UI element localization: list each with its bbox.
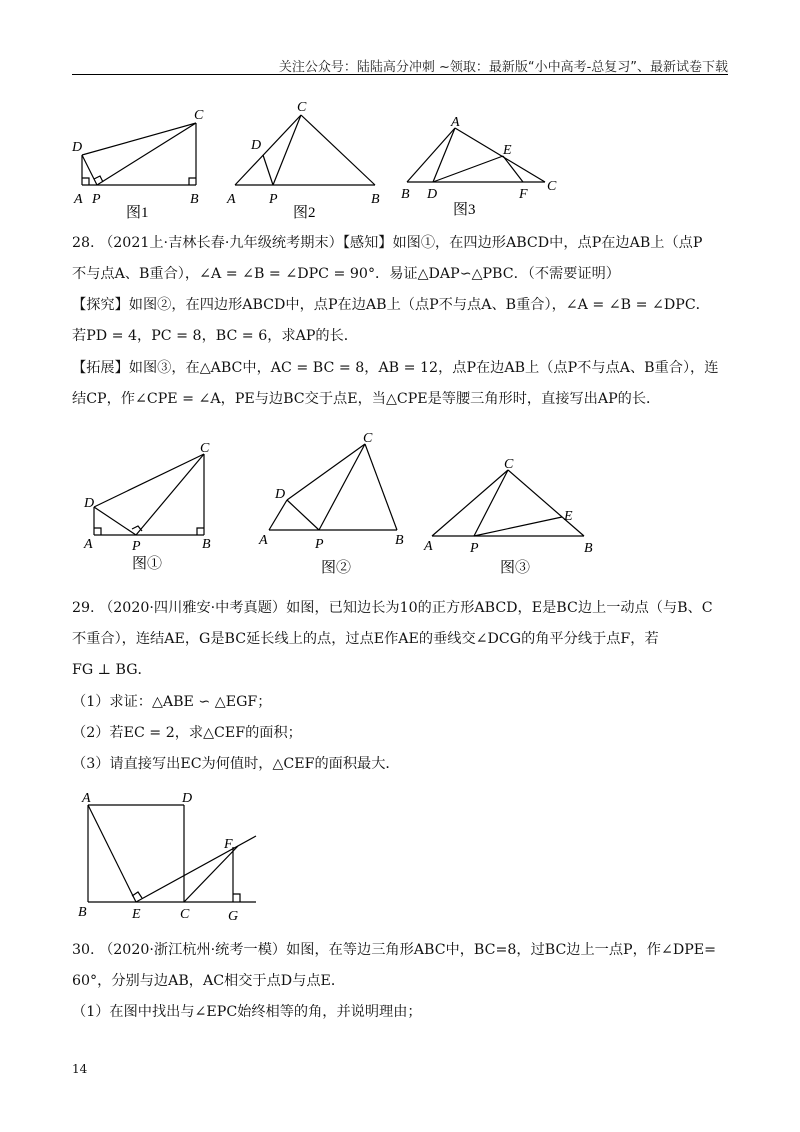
figure-caption: 图①: [132, 556, 163, 572]
q28-line6: 结CP，作∠CPE = ∠A，PE与边BC交于点E，当△CPE是等腰三角形时，直接写出AP的长．: [72, 391, 661, 407]
label-D: D: [427, 187, 438, 202]
label-D: D: [275, 487, 286, 502]
label-A: A: [82, 791, 91, 806]
label-B: B: [78, 905, 87, 920]
q29-sub1: （1）求证：△ABE ∽ △EGF；: [72, 694, 272, 710]
label-P: P: [92, 192, 101, 207]
label-B: B: [395, 533, 404, 548]
label-E: E: [564, 509, 573, 524]
label-D: D: [182, 791, 193, 806]
label-P: P: [132, 539, 141, 554]
label-A: A: [259, 533, 268, 548]
q28-line1: 28. （2021上·吉林长春·九年级统考期末）【感知】如图①，在四边形ABCD中，点P在边AB上（点P: [72, 235, 703, 251]
label-B: B: [401, 187, 410, 202]
label-A: A: [74, 192, 83, 207]
q29-line3: FG ⊥ BG．: [72, 662, 152, 678]
q29-sub2: （2）若EC = 2，求△CEF的面积；: [72, 725, 302, 741]
label-C: C: [194, 108, 204, 123]
page-number: 14: [72, 1062, 88, 1076]
label-B: B: [202, 537, 211, 552]
figure-28-3: [420, 450, 610, 580]
label-D: D: [84, 496, 95, 511]
figure-1-top: [70, 105, 220, 225]
label-E: E: [503, 143, 512, 158]
label-B: B: [584, 541, 593, 556]
label-C: C: [297, 100, 307, 115]
q29-line1: 29. （2020·四川雅安·中考真题）如图，已知边长为10的正方形ABCD，E是BC边上一动点（与B、C: [72, 600, 713, 616]
label-A: A: [424, 539, 433, 554]
figure-caption: 图②: [321, 560, 352, 576]
label-P: P: [470, 541, 479, 556]
figure-caption: 图3: [453, 202, 476, 218]
figure-caption: 图2: [293, 205, 316, 221]
q30-line2: 60°，分别与边AB，AC相交于点D与点E．: [72, 973, 346, 989]
label-F: F: [224, 837, 233, 852]
label-B: B: [371, 192, 380, 207]
label-F: F: [519, 187, 528, 202]
q30-sub1: （1）在图中找出与∠EPC始终相等的角，并说明理由；: [72, 1004, 422, 1020]
label-C: C: [504, 457, 514, 472]
figure-caption: 图③: [500, 560, 531, 576]
figure-29: [78, 790, 268, 925]
label-B: B: [190, 192, 199, 207]
figure-28-1: [80, 440, 220, 580]
label-G: G: [228, 909, 239, 924]
q30-line1: 30. （2020·浙江杭州·统考一模）如图，在等边三角形ABC中，BC=8，过BC边上一点P，作∠DPE=: [72, 942, 717, 958]
figure-28-2: [255, 430, 415, 580]
label-D: D: [251, 138, 262, 153]
label-A: A: [451, 115, 460, 130]
q28-line2: 不与点A、B重合），∠A = ∠B = ∠DPC = 90°．易证△DAP∽△PBC．（不需要证明）: [72, 266, 620, 282]
label-C: C: [200, 441, 210, 456]
page-header: 关注公众号：陆陆高分冲刺 ~领取：最新版“小中高考-总复习”、最新试卷下载: [278, 60, 728, 75]
figure-3-top: [395, 110, 570, 225]
q28-line5: 【拓展】如图③，在△ABC中，AC = BC = 8，AB = 12，点P在边AB上（点P不与点A、B重合），连: [72, 360, 719, 376]
figure-2-top: [225, 97, 395, 225]
header-rule: [72, 74, 728, 75]
label-C: C: [363, 431, 373, 446]
label-D: D: [72, 140, 83, 155]
label-P: P: [269, 192, 278, 207]
label-P: P: [315, 537, 324, 552]
label-A: A: [227, 192, 236, 207]
label-C: C: [547, 179, 557, 194]
q28-line4: 若PD = 4，PC = 8，BC = 6，求AP的长．: [72, 328, 358, 344]
q28-line3: 【探究】如图②，在四边形ABCD中，点P在边AB上（点P不与点A、B重合），∠A = ∠B = ∠DPC．: [72, 297, 710, 313]
q29-sub3: （3）请直接写出EC为何值时，△CEF的面积最大．: [72, 756, 400, 772]
label-A: A: [84, 537, 93, 552]
label-E: E: [132, 907, 141, 922]
figure-caption: 图1: [126, 205, 149, 221]
q29-line2: 不重合），连结AE，G是BC延长线上的点，过点E作AE的垂线交∠DCG的角平分线于点F，若: [72, 631, 659, 647]
label-C: C: [180, 907, 190, 922]
